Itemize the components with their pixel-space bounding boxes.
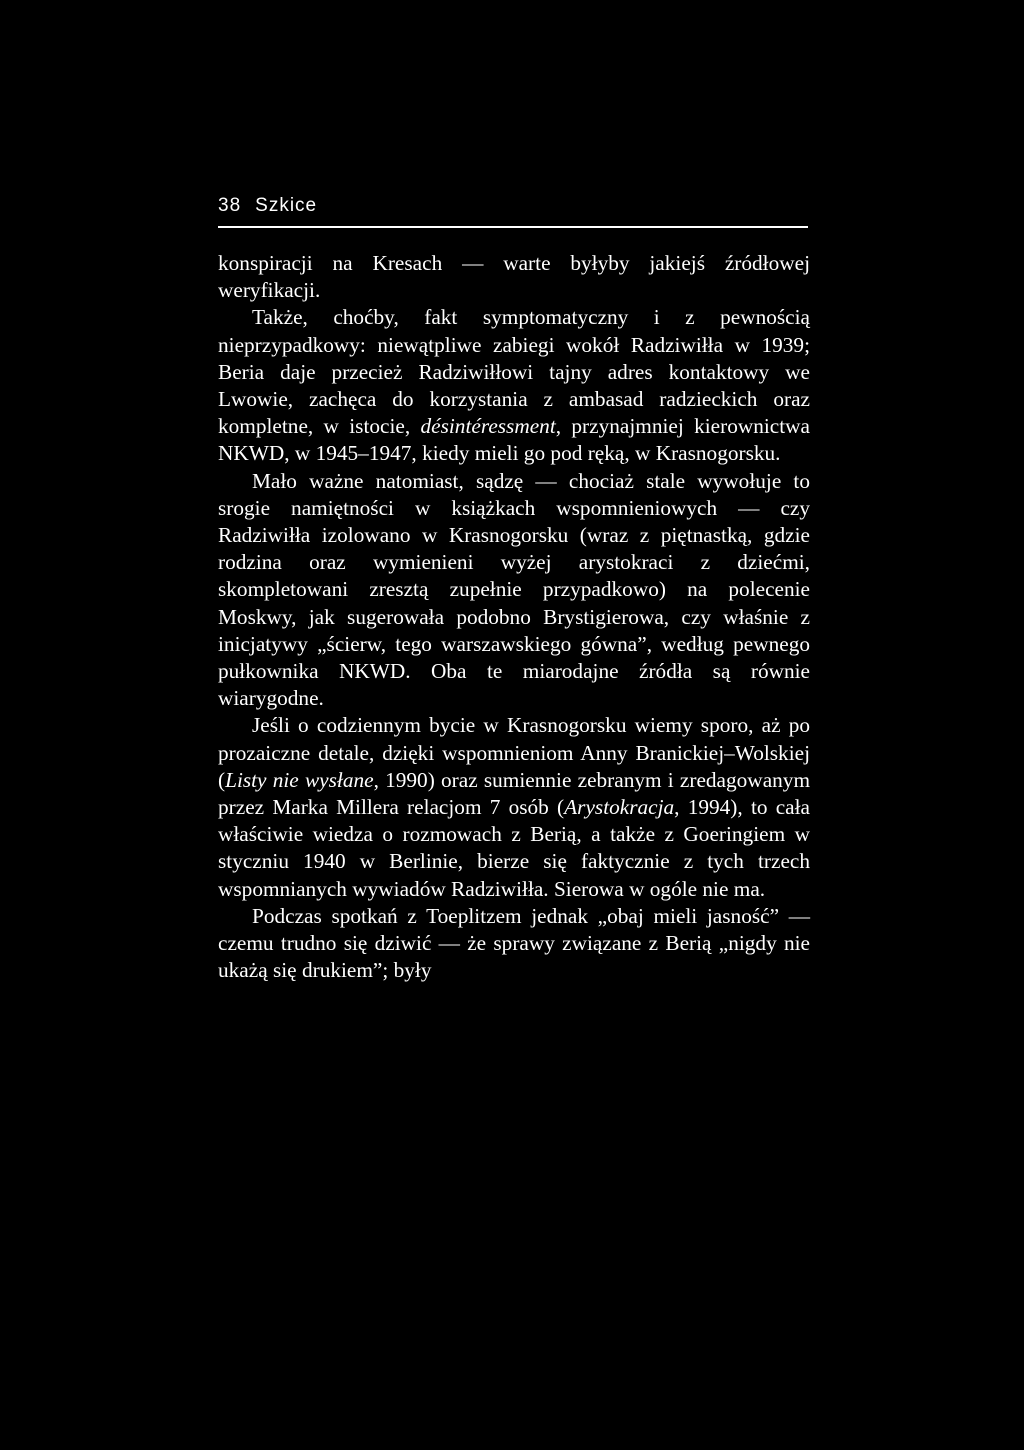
paragraph-text: Podczas spotkań z Toeplitzem jednak „obaj mieli jasność” — czemu trudno się dziwić — że sprawy związane z Berią „nigdy nie ukażą się drukiem”; były — [218, 903, 810, 983]
paragraph-text: , 1994), to cała właściwie wiedza o rozmowach z Berią, a także z Goeringiem w styczniu 1940 w Berlinie, bierze się faktycznie z tych trzech wspomnianych wywiadów Radziwiłła. Sierowa w ogóle nie ma. — [218, 795, 811, 901]
running-head — [218, 190, 810, 222]
book-title: Listy nie wysłane — [225, 767, 374, 792]
section-title: Szkice — [255, 195, 318, 216]
paragraph — [218, 712, 810, 902]
book-title: Arystokracja — [564, 795, 675, 820]
page-number: 38 — [218, 195, 242, 216]
paragraph — [218, 903, 810, 985]
paragraph-text: konspiracji na Kresach — warte byłyby jakiejś źródłowej weryfikacji. — [218, 251, 810, 303]
italic-term: désintéressment — [420, 414, 556, 439]
body-text — [218, 250, 810, 984]
paragraph-text: , 1990) oraz sumiennie zebranym i zredagowanym przez Marka Millera relacjom 7 osób ( — [218, 767, 811, 820]
paragraph — [218, 304, 810, 467]
paragraph — [218, 250, 810, 304]
header-rule — [218, 226, 808, 228]
paragraph-text: Mało ważne natomiast, sądzę — chociaż stale wywołuje to srogie namiętności w książkach wspomnieniowych — czy Radziwiłła izolowano w Krasnogorsku (wraz z piętnastką, gdzie rodzina oraz wymienieni wyżej arystokraci z dziećmi, skompletowani zresztą zupełnie przypadkowo) na polecenie Moskwy, jak sugerowała podobno Brystigierowa, czy właśnie z inicjatywy „ścierw, tego warszawskiego gówna”, według pewnego pułkownika NKWD. Oba te miarodajne źródła są równie wiarygodne. — [218, 468, 810, 711]
paragraph-text: Także, choćby, fakt symptomatyczny i z pewnością nieprzypadkowy: niewątpliwe zabiegi wokół Radziwiłła w 1939; Beria daje przecież Radziwiłłowi tajny adres kontaktowy we Lwowie, zachęca do korzystania z ambasad radzieckich oraz kompletne, w istocie, — [218, 305, 810, 439]
paragraph — [218, 468, 810, 713]
paragraph-text: , przynajmniej kierownictwa NKWD, w 1945–1947, kiedy mieli go pod ręką, w Krasnogorsku. — [218, 414, 810, 466]
book-page — [218, 190, 810, 984]
paragraph-text: Jeśli o codziennym bycie w Krasnogorsku wiemy sporo, aż po prozaiczne detale, dzięki wspomnieniom Anny Branickiej–Wolskiej ( — [218, 713, 810, 792]
